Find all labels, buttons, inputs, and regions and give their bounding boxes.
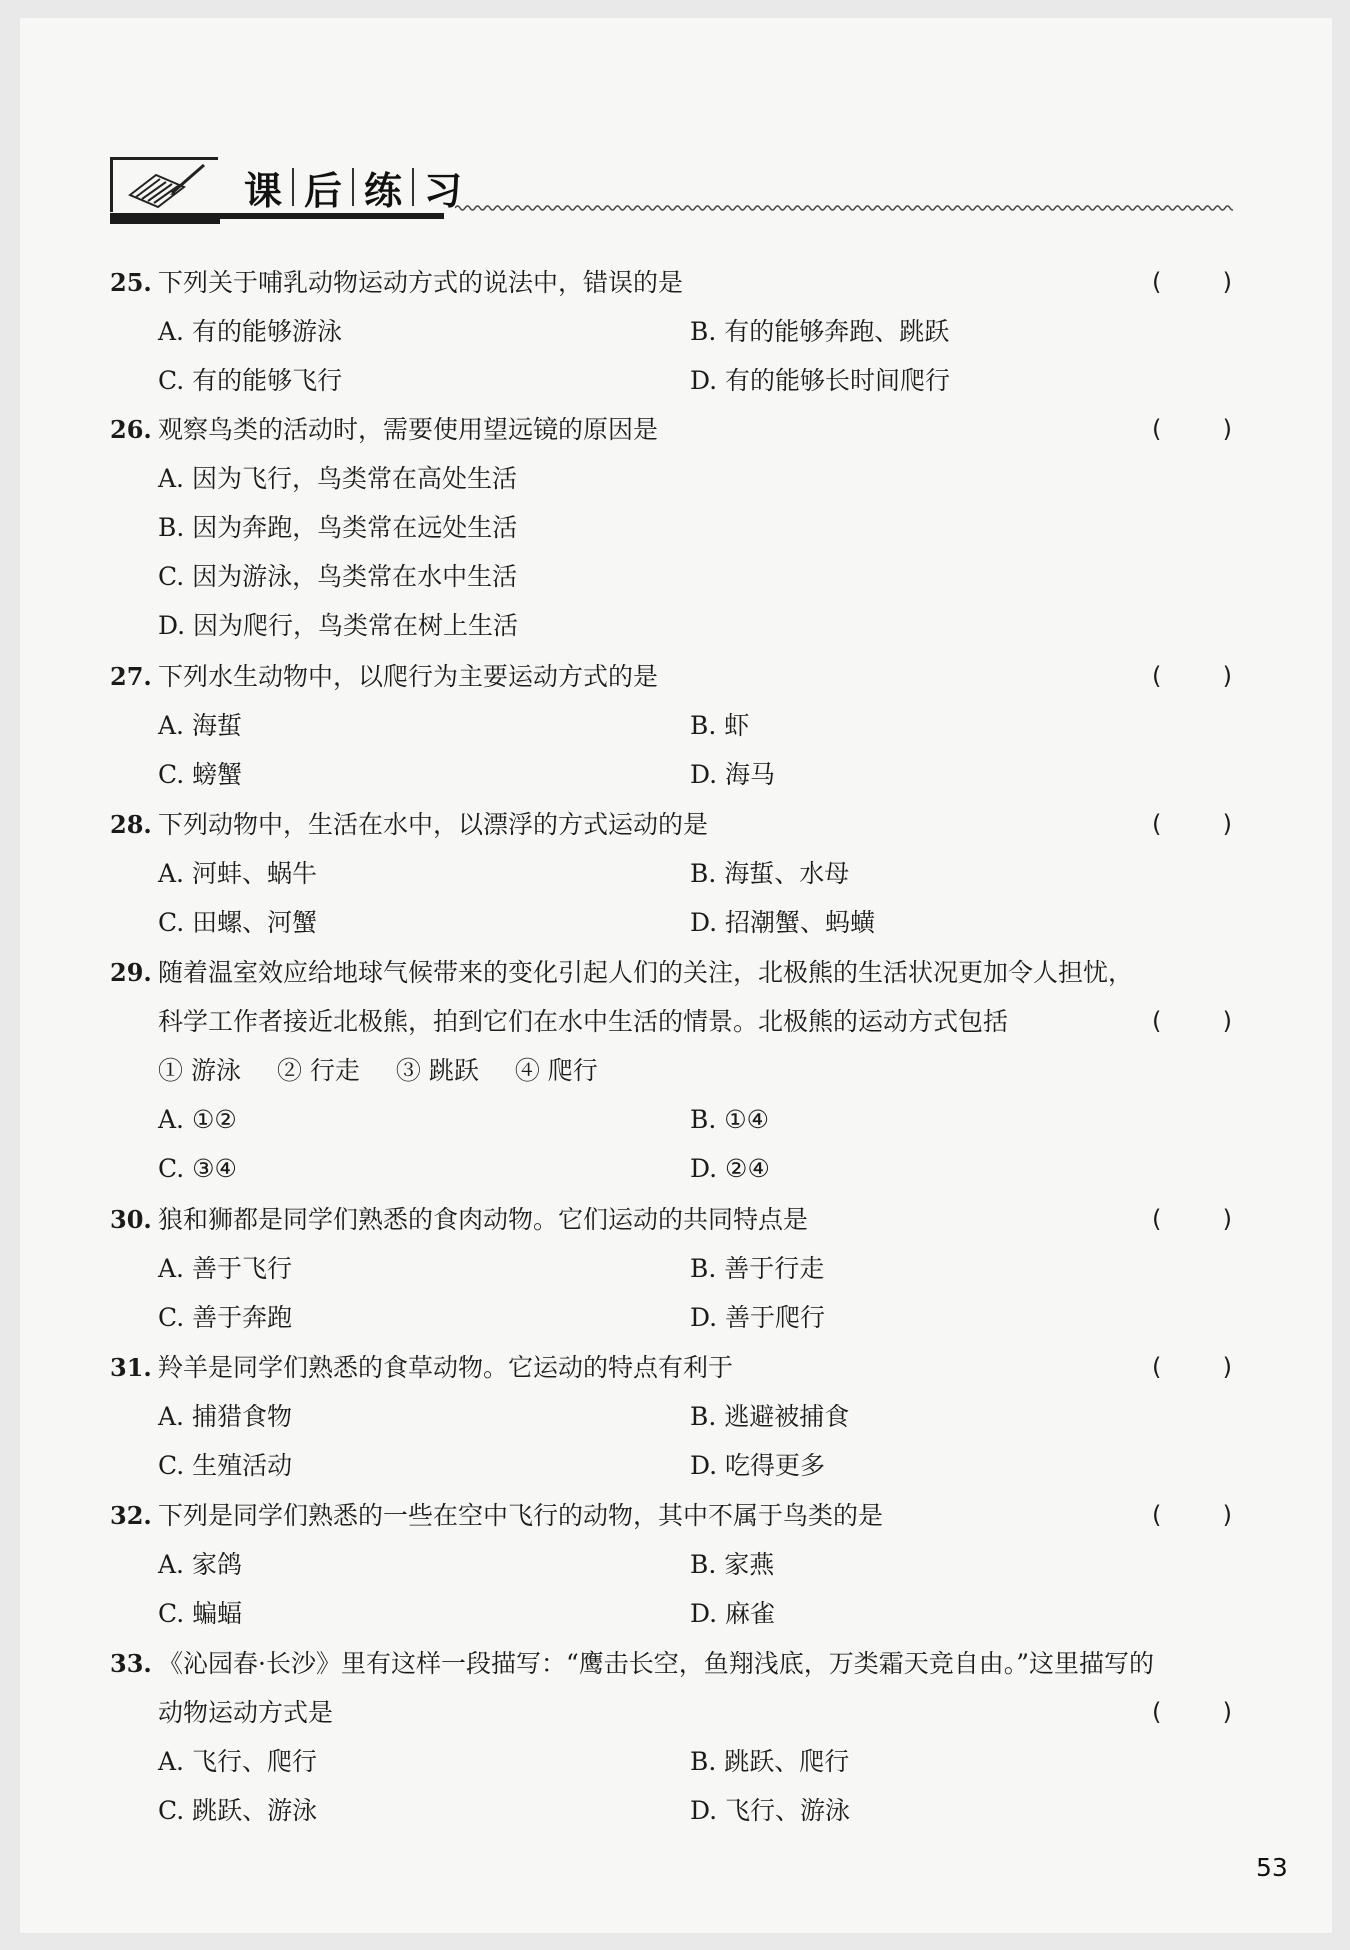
option-a: A. 因为飞行，鸟类常在高处生活: [158, 464, 517, 493]
choice-item: ③ 跳跃: [395, 1056, 479, 1085]
option-c: C. 螃蟹: [158, 760, 243, 789]
choice-item: ① 游泳: [158, 1056, 241, 1085]
section-badge: [110, 157, 463, 215]
answer-blank: ( ): [1152, 810, 1232, 838]
option-b: B. 善于行走: [690, 1254, 825, 1283]
question-number: 26.: [110, 415, 152, 444]
question-text: 《沁园春·长沙》里有这样一段描写：“鹰击长空，鱼翔浅底，万类霜天竞自由。”这里描写的: [158, 1649, 1155, 1678]
question-text: 随着温室效应给地球气候带来的变化引起人们的关注，北极熊的生活状况更加令人担忧，: [158, 958, 1134, 987]
question-number: 33.: [110, 1649, 152, 1678]
option-a: A. ①②: [158, 1105, 237, 1134]
question-number: 25.: [110, 268, 152, 297]
question-text: 下列是同学们熟悉的一些在空中飞行的动物，其中不属于鸟类的是: [158, 1501, 884, 1530]
option-d: D. 吃得更多: [690, 1451, 826, 1480]
page-number: 53: [1256, 1853, 1288, 1882]
option-d: D. 飞行、游泳: [690, 1796, 851, 1825]
option-d: D. 海马: [690, 760, 776, 789]
option-a: A. 海蜇: [158, 711, 242, 740]
section-title: [234, 163, 472, 211]
answer-blank: ( ): [1152, 1007, 1232, 1035]
question-text: 科学工作者接近北极熊，拍到它们在水中生活的情景。北极熊的运动方式包括: [158, 1007, 1009, 1036]
question-text: 下列关于哺乳动物运动方式的说法中，错误的是: [158, 268, 684, 297]
question-number: 27.: [110, 662, 152, 691]
option-d: D. ②④: [690, 1154, 770, 1183]
answer-blank: ( ): [1152, 662, 1232, 690]
question-31: [110, 1343, 1232, 1490]
question-text: 狼和狮都是同学们熟悉的食肉动物。它们运动的共同特点是: [158, 1205, 809, 1234]
choice-item: ② 行走: [276, 1056, 360, 1085]
answer-blank: ( ): [1152, 415, 1232, 443]
answer-blank: ( ): [1152, 268, 1232, 296]
option-a: A. 家鸽: [158, 1550, 242, 1579]
option-a: A. 有的能够游泳: [158, 317, 342, 346]
badge-underline-accent: [110, 219, 220, 224]
option-a: A. 善于飞行: [158, 1254, 292, 1283]
question-33: [110, 1639, 1232, 1835]
question-text: 动物运动方式是: [158, 1698, 334, 1727]
question-number: 30.: [110, 1205, 152, 1234]
option-d: D. 善于爬行: [690, 1303, 826, 1332]
answer-blank: ( ): [1152, 1698, 1232, 1726]
answer-blank: ( ): [1152, 1205, 1232, 1233]
section-title-char: 课: [244, 168, 283, 213]
section-title-char: 习: [424, 168, 463, 213]
section-header: [110, 155, 1232, 225]
answer-blank: ( ): [1152, 1501, 1232, 1529]
question-25: [110, 258, 1232, 405]
option-c: C. 有的能够飞行: [158, 366, 343, 395]
question-28: [110, 800, 1232, 947]
option-c: C. ③④: [158, 1154, 237, 1183]
question-26: [110, 405, 1232, 650]
question-text: 观察鸟类的活动时，需要使用望远镜的原因是: [158, 415, 659, 444]
option-c: C. 田螺、河蟹: [158, 908, 318, 937]
section-title-char: 后: [304, 168, 343, 213]
wavy-rule: [455, 199, 1233, 217]
question-27: [110, 652, 1232, 799]
question-text: 羚羊是同学们熟悉的食草动物。它运动的特点有利于: [158, 1353, 734, 1382]
option-b: B. 因为奔跑，鸟类常在远处生活: [158, 513, 518, 542]
option-c: C. 蝙蝠: [158, 1599, 243, 1628]
question-text: 下列水生动物中，以爬行为主要运动方式的是: [158, 662, 659, 691]
option-d: D. 有的能够长时间爬行: [690, 366, 951, 395]
question-number: 28.: [110, 810, 152, 839]
option-b: B. 家燕: [690, 1550, 775, 1579]
option-b: B. 海蜇、水母: [690, 859, 850, 888]
option-d: D. 招潮蟹、蚂蟥: [690, 908, 876, 937]
option-a: A. 飞行、爬行: [158, 1747, 317, 1776]
question-32: [110, 1491, 1232, 1638]
option-c: C. 善于奔跑: [158, 1303, 293, 1332]
option-b: B. ①④: [690, 1105, 770, 1134]
option-c: C. 生殖活动: [158, 1451, 293, 1480]
notebook-pen-icon: [122, 161, 212, 211]
option-d: D. 因为爬行，鸟类常在树上生活: [158, 611, 519, 640]
question-number: 32.: [110, 1501, 152, 1530]
option-a: A. 河蚌、蜗牛: [158, 859, 317, 888]
option-b: B. 跳跃、爬行: [690, 1747, 850, 1776]
option-a: A. 捕猎食物: [158, 1402, 292, 1431]
option-c: C. 因为游泳，鸟类常在水中生活: [158, 562, 518, 591]
option-b: B. 逃避被捕食: [690, 1402, 850, 1431]
question-number: 29.: [110, 958, 152, 987]
option-d: D. 麻雀: [690, 1599, 776, 1628]
option-b: B. 虾: [690, 711, 750, 740]
question-text: 下列动物中，生活在水中，以漂浮的方式运动的是: [158, 810, 709, 839]
option-c: C. 跳跃、游泳: [158, 1796, 318, 1825]
question-number: 31.: [110, 1353, 152, 1382]
option-b: B. 有的能够奔跑、跳跃: [690, 317, 950, 346]
answer-blank: ( ): [1152, 1353, 1232, 1381]
section-title-char: 练: [364, 168, 403, 213]
question-30: [110, 1195, 1232, 1342]
question-29: [110, 948, 1232, 1193]
choice-list: [110, 1046, 1232, 1095]
choice-item: ④ 爬行: [514, 1056, 598, 1085]
